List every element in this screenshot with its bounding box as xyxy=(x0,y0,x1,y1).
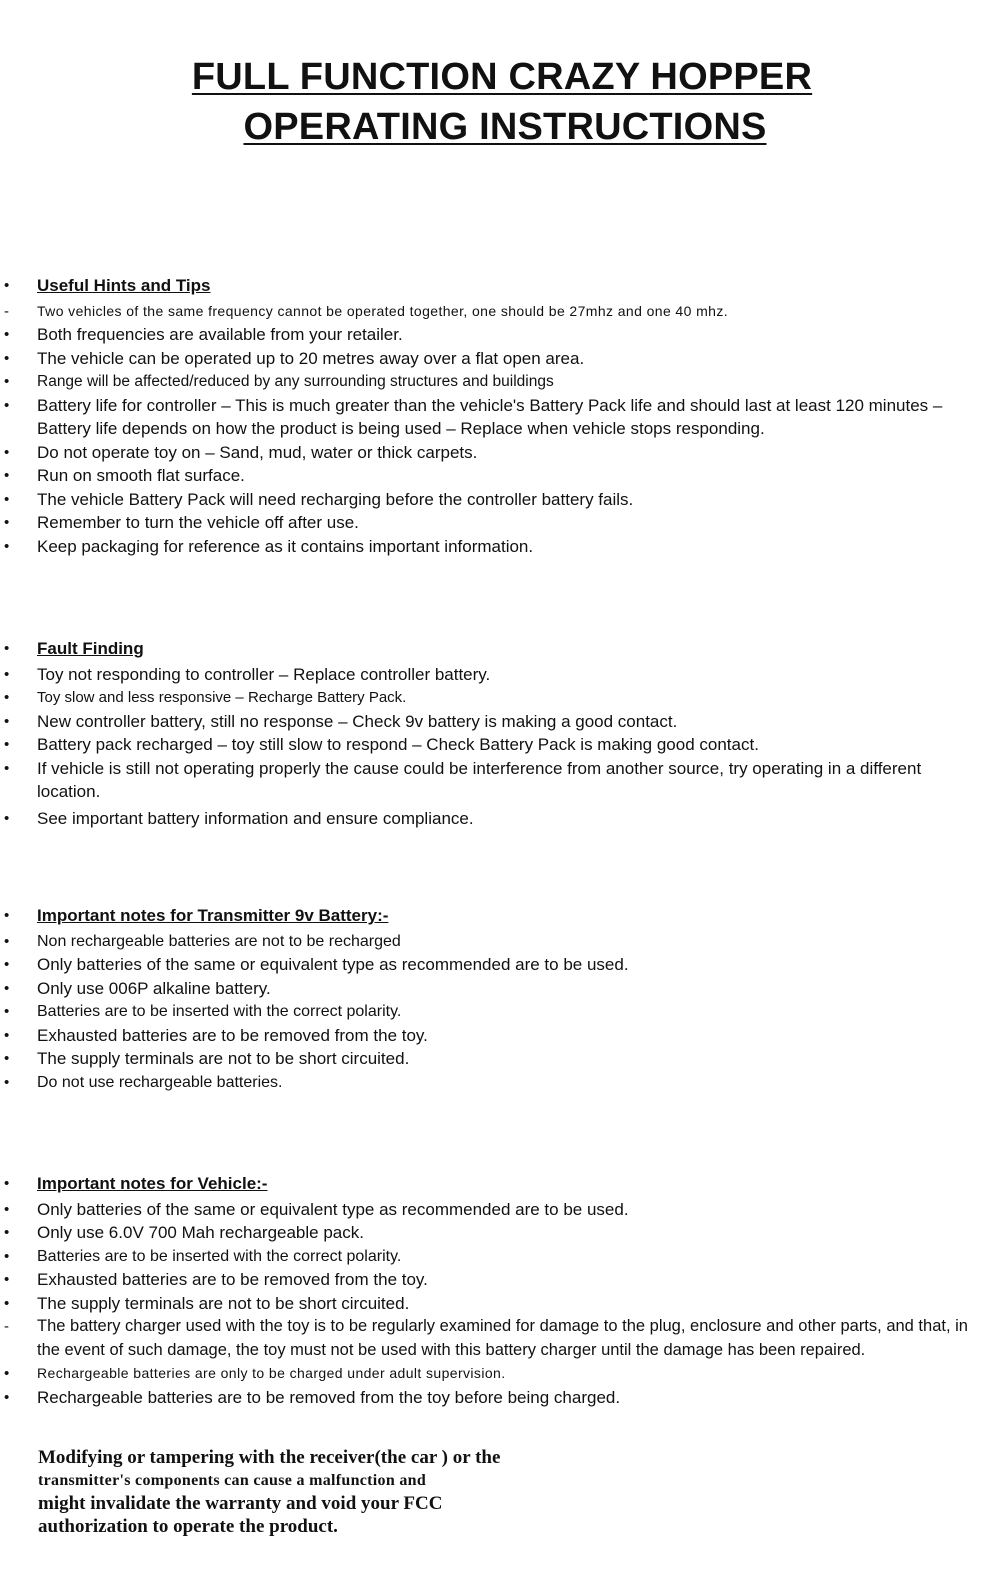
list-item xyxy=(0,300,982,324)
list-item xyxy=(0,977,982,1001)
list-item-text: Battery life for controller – This is much greater than the vehicle's Battery Pack life and should last at least 120 minutes – Battery life depends on how the product is being used – Replace when vehicle stops responding. xyxy=(37,395,943,438)
section-heading: Fault Finding xyxy=(37,639,144,658)
title-line-1: FULL FUNCTION CRAZY HOPPER xyxy=(191,56,813,98)
list-item xyxy=(0,1221,982,1245)
bullet-icon: • xyxy=(4,490,10,508)
list-item-text: Only use 6.0V 700 Mah rechargeable pack. xyxy=(37,1223,364,1242)
list-item-text: If vehicle is still not operating properly the cause could be interference from another source, try operating in a different location. xyxy=(37,758,922,801)
bullet-icon: • xyxy=(4,640,10,657)
section-heading: Important notes for Vehicle:- xyxy=(37,1174,268,1193)
bullet-icon: • xyxy=(4,326,10,343)
bullet-icon: • xyxy=(4,467,10,484)
bullet-icon: • xyxy=(4,689,10,706)
list-item-text: Exhausted batteries are to be removed from the toy. xyxy=(37,1025,428,1045)
list-item-text: Batteries are to be inserted with the correct polarity. xyxy=(37,1003,402,1020)
list-item-text: Rechargeable batteries are only to be charged under adult supervision. xyxy=(37,1365,506,1381)
list-item xyxy=(0,1245,982,1269)
list-item xyxy=(0,441,982,465)
list-item-text: Run on smooth flat surface. xyxy=(37,466,245,485)
list-item-text: Non rechargeable batteries are not to be recharged xyxy=(37,932,401,950)
list-item xyxy=(0,1047,982,1071)
list-item-text: Do not use rechargeable batteries. xyxy=(37,1073,283,1091)
bullet-icon: • xyxy=(4,1073,10,1091)
list-item-text: Only batteries of the same or equivalent type as recommended are to be used. xyxy=(37,955,629,974)
bullet-icon: • xyxy=(4,396,10,414)
section-useful-hints xyxy=(0,274,982,558)
list-item-text: Rechargeable batteries are to be removed from the toy before being charged. xyxy=(37,1387,621,1407)
list-item xyxy=(0,807,982,831)
fcc-warning-line-3: might invalidate the warranty and void your FCC xyxy=(38,1493,443,1514)
list-item-text: Range will be affected/reduced by any surrounding structures and buildings xyxy=(37,373,554,390)
list-item-text: Keep packaging for reference as it contains important information. xyxy=(37,536,534,556)
list-item xyxy=(0,1000,982,1024)
list-item-text: Battery pack recharged – toy still slow to respond – Check Battery Pack is making good contact. xyxy=(37,735,759,754)
fcc-warning-line-4: authorization to operate the product. xyxy=(38,1516,338,1537)
bullet-icon: • xyxy=(4,349,10,367)
bullet-icon: • xyxy=(4,932,10,950)
list-item xyxy=(0,1315,982,1362)
bullet-icon: • xyxy=(4,736,10,753)
list-item-text: Exhausted batteries are to be removed from the toy. xyxy=(37,1270,428,1289)
title-line-2: OPERATING INSTRUCTIONS xyxy=(243,106,767,148)
list-item xyxy=(0,686,982,710)
list-item-text: Do not operate toy on – Sand, mud, water or thick carpets. xyxy=(37,442,478,462)
document-title xyxy=(0,52,982,152)
section-heading-row xyxy=(0,637,982,661)
bullet-icon: • xyxy=(4,1224,10,1241)
list-item xyxy=(0,535,982,559)
bullet-icon: • xyxy=(4,759,10,777)
bullet-icon: • xyxy=(4,1175,10,1192)
list-item xyxy=(0,394,982,441)
list-item xyxy=(0,1198,982,1222)
list-item-text: The battery charger used with the toy is to be regularly examined for damage to the plug, enclosure and other parts, and that, in the event of such damage, the toy must not be used with this battery charger until the damage has been repaired. xyxy=(37,1317,968,1359)
bullet-icon: • xyxy=(4,809,10,827)
list-item xyxy=(0,1071,982,1095)
list-item xyxy=(0,1386,982,1410)
list-item xyxy=(0,370,982,394)
list-item-text: New controller battery, still no response – Check 9v battery is making a good contact. xyxy=(37,711,678,731)
bullet-icon: • xyxy=(4,1271,10,1288)
list-item xyxy=(0,733,982,757)
fcc-warning-line-2: transmitter's components can cause a malfunction and xyxy=(38,1472,427,1489)
list-item-text: Toy slow and less responsive – Recharge Battery Pack. xyxy=(37,689,407,706)
section-fault-finding xyxy=(0,637,982,830)
list-item-text: The vehicle Battery Pack will need recharging before the controller battery fails. xyxy=(37,489,634,509)
bullet-icon: - xyxy=(4,1318,9,1335)
bullet-icon: • xyxy=(4,1365,10,1382)
section-heading: Useful Hints and Tips xyxy=(37,276,211,295)
fcc-warning-line-1: Modifying or tampering with the receiver(the car ) or the xyxy=(38,1447,501,1468)
list-item-text: The supply terminals are not to be short circuited. xyxy=(37,1293,410,1313)
list-item xyxy=(0,757,982,804)
bullet-icon: - xyxy=(4,302,10,320)
fcc-warning xyxy=(38,1446,638,1538)
section-transmitter-battery xyxy=(0,904,982,1094)
list-item xyxy=(0,323,982,347)
list-item xyxy=(0,1268,982,1292)
bullet-icon: • xyxy=(4,1247,10,1265)
bullet-icon: • xyxy=(4,277,10,294)
bullet-icon: • xyxy=(4,665,10,683)
list-item xyxy=(0,1292,982,1316)
list-item xyxy=(0,511,982,535)
list-item xyxy=(0,347,982,371)
bullet-icon: • xyxy=(4,537,10,555)
list-item-text: Batteries are to be inserted with the correct polarity. xyxy=(37,1247,402,1265)
list-item xyxy=(0,710,982,734)
list-item-text: Both frequencies are available from your retailer. xyxy=(37,325,403,344)
bullet-icon: • xyxy=(4,1026,10,1044)
list-item xyxy=(0,488,982,512)
list-item-text: Only batteries of the same or equivalent type as recommended are to be used. xyxy=(37,1199,629,1219)
list-item xyxy=(0,930,982,954)
list-item xyxy=(0,464,982,488)
bullet-icon: • xyxy=(4,1294,10,1312)
section-heading-row xyxy=(0,904,982,928)
list-item-text: Only use 006P alkaline battery. xyxy=(37,978,271,998)
bullet-icon: • xyxy=(4,443,10,461)
list-item-text: Two vehicles of the same frequency cannot be operated together, one should be 27mhz and one 40 mhz. xyxy=(37,302,729,319)
bullet-icon: • xyxy=(4,1200,10,1218)
bullet-icon: • xyxy=(4,1050,10,1067)
section-heading: Important notes for Transmitter 9v Battery:- xyxy=(37,906,389,925)
bullet-icon: • xyxy=(4,514,10,531)
bullet-icon: • xyxy=(4,373,10,390)
bullet-icon: • xyxy=(4,1388,10,1406)
list-item xyxy=(0,1362,982,1386)
list-item xyxy=(0,953,982,977)
list-item-text: The supply terminals are not to be short circuited. xyxy=(37,1049,410,1068)
list-item xyxy=(0,1024,982,1048)
list-item-text: The vehicle can be operated up to 20 metres away over a flat open area. xyxy=(37,348,585,368)
bullet-icon: • xyxy=(4,979,10,997)
bullet-icon: • xyxy=(4,907,10,924)
section-heading-row xyxy=(0,274,982,298)
section-vehicle xyxy=(0,1172,982,1409)
bullet-icon: • xyxy=(4,1003,10,1020)
bullet-icon: • xyxy=(4,956,10,973)
list-item-text: Remember to turn the vehicle off after use. xyxy=(37,513,359,532)
list-item xyxy=(0,663,982,687)
list-item-text: See important battery information and ensure compliance. xyxy=(37,808,474,828)
bullet-icon: • xyxy=(4,712,10,730)
section-heading-row xyxy=(0,1172,982,1196)
list-item-text: Toy not responding to controller – Replace controller battery. xyxy=(37,664,491,684)
